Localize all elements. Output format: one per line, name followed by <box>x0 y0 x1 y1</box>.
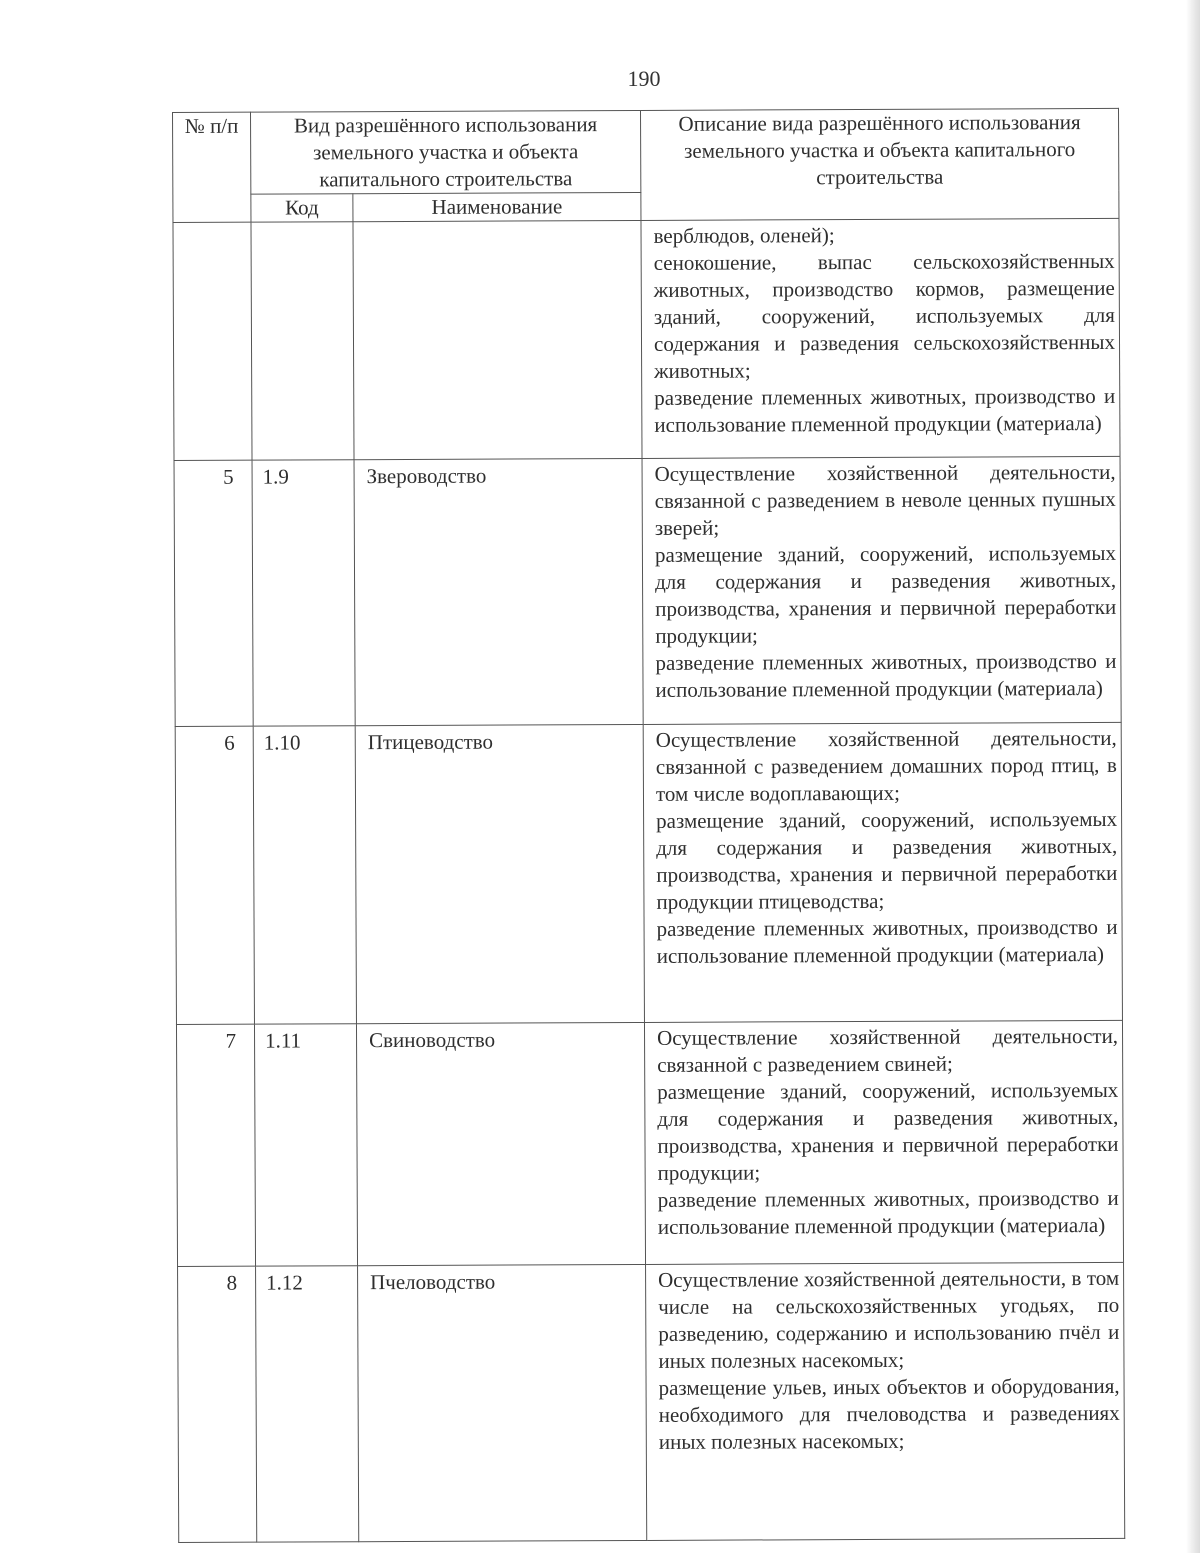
cell-description <box>644 1020 1123 1264</box>
header-description: Описание вида разрешённого использования земельного участка и объекта капитального строительства <box>640 108 1118 220</box>
description-paragraph: разведение племенных животных, производство и использование племенной продукции (материала) <box>654 383 1116 437</box>
cell-no: 7 <box>176 1024 255 1266</box>
cell-description <box>641 218 1120 458</box>
cell-name <box>353 220 642 459</box>
description-paragraph: верблюдов, оленей); <box>653 223 835 248</box>
cell-description <box>643 722 1122 1022</box>
description-paragraph: размещение зданий, сооружений, используемых для содержания и разведения животных, производства, хранения и первичной переработки продукции птицеводства; <box>656 806 1118 914</box>
cell-code <box>251 222 354 460</box>
table-row-continued <box>173 218 1120 460</box>
cell-no <box>173 222 252 460</box>
table-header <box>173 108 1119 222</box>
table-body <box>173 218 1125 1542</box>
land-use-table <box>172 108 1125 1543</box>
description-paragraph: сенокошение, выпас сельскохозяйственных животных, производство кормов, размещение зданий, сооружений, используемых для содержания и разведения сельскохозяйственных животных; <box>653 248 1116 383</box>
page-number: 190 <box>627 66 661 91</box>
cell-no: 6 <box>175 726 254 1024</box>
cell-name: Свиноводство <box>356 1022 645 1265</box>
table-row <box>176 1020 1123 1266</box>
header-code: Код <box>251 194 353 222</box>
cell-code: 1.11 <box>254 1024 357 1266</box>
table-row <box>174 456 1121 726</box>
description-paragraph: Осуществление хозяйственной деятельности, связанной с разведением домашних пород птиц, в том числе водоплавающих; <box>655 725 1117 806</box>
header-name: Наименование <box>353 192 641 221</box>
cell-no: 5 <box>174 460 253 726</box>
description-paragraph: Осуществление хозяйственной деятельности, связанной с разведением в неволе ценных пушных зверей; <box>654 459 1116 540</box>
scan-edge-shadow <box>1186 0 1200 1553</box>
description-paragraph: размещение зданий, сооружений, используемых для содержания и разведения животных, производства, хранения и первичной переработки продукции; <box>657 1077 1119 1185</box>
description-paragraph: размещение ульев, иных объектов и оборудования, необходимого для пчеловодства и разведениях иных полезных насекомых; <box>658 1373 1120 1454</box>
header-permitted-use: Вид разрешённого использования земельного участка и объекта капитального строительства <box>251 110 641 194</box>
description-paragraph: разведение племенных животных, производство и использование племенной продукции (материала) <box>657 1185 1119 1239</box>
table-row <box>175 722 1122 1024</box>
cell-name: Звероводство <box>354 458 643 725</box>
cell-name: Птицеводство <box>355 724 644 1023</box>
cell-description <box>646 1262 1125 1540</box>
description-paragraph: Осуществление хозяйственной деятельности, связанной с разведением свиней; <box>656 1023 1119 1077</box>
cell-code: 1.10 <box>253 726 356 1024</box>
header-no: № п/п <box>173 112 251 222</box>
cell-description <box>642 456 1121 724</box>
description-paragraph: разведение племенных животных, производство и использование племенной продукции (материала) <box>655 648 1117 702</box>
description-paragraph: разведение племенных животных, производство и использование племенной продукции (материала) <box>656 914 1118 968</box>
cell-no: 8 <box>178 1266 257 1542</box>
description-paragraph: Осуществление хозяйственной деятельности, в том числе на сельскохозяйственных угодьях, по разведению, содержанию и использованию пчёл и иных полезных насекомых; <box>658 1265 1120 1373</box>
description-paragraph: размещение зданий, сооружений, используемых для содержания и разведения животных, производства, хранения и первичной переработки продукции; <box>654 540 1117 648</box>
cell-name: Пчеловодство <box>358 1264 647 1541</box>
cell-code: 1.9 <box>252 460 355 726</box>
cell-code: 1.12 <box>256 1266 359 1542</box>
table-row <box>178 1262 1125 1542</box>
